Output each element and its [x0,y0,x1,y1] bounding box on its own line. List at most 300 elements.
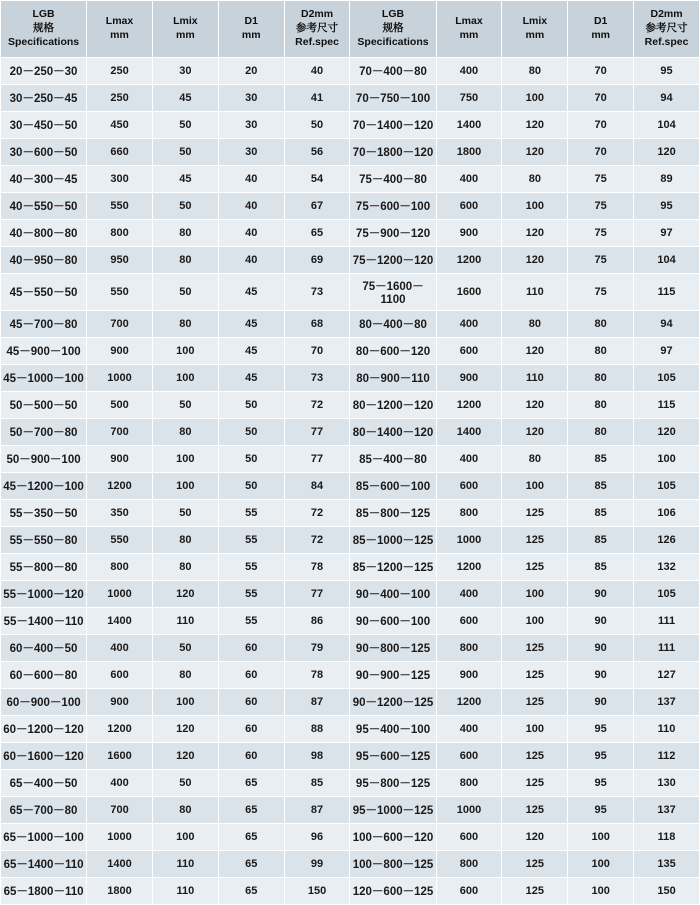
cell-value: 800 [87,554,153,581]
cell-specification: 80－600－120 [350,338,436,365]
header-line1: D1 [593,15,608,28]
cell-value: 150 [284,878,350,905]
cell-value: 800 [436,500,502,527]
table-row [1,527,700,554]
cell-value: 50 [152,500,218,527]
table-row [1,554,700,581]
header-cell-lgb-right [350,1,436,58]
cell-value: 65 [218,770,284,797]
table-row [1,419,700,446]
cell-value: 550 [87,527,153,554]
cell-value: 250 [87,58,153,85]
cell-specification: 75－400－80 [350,166,436,193]
cell-value: 70 [568,85,634,112]
cell-value: 130 [634,770,700,797]
cell-value: 1800 [436,139,502,166]
cell-value: 500 [87,392,153,419]
cell-value: 50 [152,139,218,166]
header-line1: D2mm [650,8,683,21]
cell-value: 80 [568,338,634,365]
cell-specification: 55－1000－120 [1,581,87,608]
cell-value: 55 [218,554,284,581]
header-line2: mm [525,29,545,41]
cell-value: 100 [502,473,568,500]
cell-specification: 100－800－125 [350,851,436,878]
cell-value: 600 [436,743,502,770]
header-cell-d1-right [568,1,634,58]
cell-specification: 75－1600－1100 [350,274,436,311]
cell-value: 54 [284,166,350,193]
cell-value: 77 [284,581,350,608]
cell-value: 55 [218,608,284,635]
cell-value: 30 [218,112,284,139]
header-line3: Ref.spec [644,35,689,48]
table-row [1,338,700,365]
cell-value: 126 [634,527,700,554]
cell-value: 69 [284,247,350,274]
cell-value: 100 [568,878,634,905]
cell-value: 1600 [87,743,153,770]
table-row [1,392,700,419]
cell-value: 40 [218,193,284,220]
cell-value: 67 [284,193,350,220]
cell-specification: 75－900－120 [350,220,436,247]
cell-value: 100 [634,446,700,473]
cell-specification: 30－250－45 [1,85,87,112]
cell-value: 700 [87,311,153,338]
cell-specification: 30－450－50 [1,112,87,139]
cell-value: 97 [634,220,700,247]
cell-value: 80 [152,527,218,554]
cell-specification: 75－600－100 [350,193,436,220]
cell-value: 110 [634,716,700,743]
cell-value: 125 [502,851,568,878]
cell-value: 660 [87,139,153,166]
cell-value: 600 [436,878,502,905]
cell-specification: 60－600－80 [1,662,87,689]
cell-value: 550 [87,193,153,220]
cell-specification: 85－400－80 [350,446,436,473]
cell-value: 700 [87,419,153,446]
header-line2: mm [459,29,479,41]
cell-value: 127 [634,662,700,689]
table-row [1,797,700,824]
cell-value: 137 [634,797,700,824]
header-line1: Lmix [522,15,548,28]
cell-specification: 80－900－110 [350,365,436,392]
cell-value: 120 [502,419,568,446]
cell-value: 79 [284,635,350,662]
cell-value: 104 [634,112,700,139]
cell-value: 132 [634,554,700,581]
cell-value: 600 [436,338,502,365]
cell-value: 85 [284,770,350,797]
cell-value: 900 [87,338,153,365]
header-line2: mm [110,29,129,41]
cell-specification: 20－250－30 [1,58,87,85]
table-row [1,770,700,797]
cell-value: 100 [502,85,568,112]
cell-specification: 55－1400－110 [1,608,87,635]
cell-value: 85 [568,473,634,500]
cell-value: 350 [87,500,153,527]
cell-value: 95 [568,770,634,797]
cell-specification: 120－600－125 [350,878,436,905]
cell-value: 125 [502,743,568,770]
header-cell-lmax-right [436,1,502,58]
cell-specification: 70－1800－120 [350,139,436,166]
cell-value: 95 [568,716,634,743]
cell-specification: 50－700－80 [1,419,87,446]
cell-value: 1200 [87,716,153,743]
cell-value: 1800 [87,878,153,905]
cell-value: 70 [568,139,634,166]
cell-specification: 75－1200－120 [350,247,436,274]
cell-value: 900 [87,689,153,716]
cell-specification: 55－350－50 [1,500,87,527]
cell-value: 110 [152,608,218,635]
cell-value: 1000 [87,581,153,608]
cell-value: 90 [568,581,634,608]
cell-specification: 85－1200－125 [350,554,436,581]
header-cell-lmax-left [87,1,153,58]
cell-value: 56 [284,139,350,166]
cell-value: 80 [152,554,218,581]
header-line1: Lmax [105,15,134,28]
header-line1: Lmax [455,15,483,28]
cell-value: 125 [502,527,568,554]
header-cell-d2-right [634,1,700,58]
cell-specification: 50－900－100 [1,446,87,473]
cell-value: 90 [568,608,634,635]
cell-value: 40 [218,166,284,193]
cell-value: 72 [284,527,350,554]
cell-value: 120 [634,419,700,446]
cell-value: 400 [436,311,502,338]
cell-value: 75 [568,193,634,220]
cell-value: 1200 [436,247,502,274]
cell-value: 137 [634,689,700,716]
table-row [1,220,700,247]
cell-value: 80 [152,419,218,446]
cell-specification: 100－600－120 [350,824,436,851]
cell-value: 72 [284,500,350,527]
cell-value: 550 [87,274,153,311]
cell-value: 90 [568,662,634,689]
cell-value: 100 [152,338,218,365]
header-line2: 参考尺寸 [296,22,339,35]
cell-specification: 80－1200－120 [350,392,436,419]
cell-value: 50 [284,112,350,139]
cell-value: 95 [568,743,634,770]
header-line3: Specifications [7,35,80,48]
cell-value: 98 [284,743,350,770]
table-row [1,311,700,338]
cell-value: 120 [152,743,218,770]
cell-value: 70 [568,58,634,85]
header-line2: 规格 [382,22,404,35]
cell-value: 30 [218,139,284,166]
cell-value: 78 [284,662,350,689]
cell-specification: 50－500－50 [1,392,87,419]
cell-value: 85 [568,554,634,581]
cell-value: 80 [502,58,568,85]
cell-value: 120 [502,247,568,274]
cell-value: 100 [502,193,568,220]
cell-value: 800 [436,851,502,878]
cell-value: 77 [284,419,350,446]
cell-value: 94 [634,85,700,112]
cell-value: 112 [634,743,700,770]
table-row [1,193,700,220]
cell-value: 1400 [436,112,502,139]
cell-value: 125 [502,878,568,905]
header-line1: D2mm [300,8,334,21]
header-cell-lmix-right [502,1,568,58]
cell-value: 45 [152,166,218,193]
cell-specification: 45－700－80 [1,311,87,338]
cell-value: 105 [634,365,700,392]
cell-specification: 60－400－50 [1,635,87,662]
cell-value: 118 [634,824,700,851]
cell-value: 50 [218,392,284,419]
cell-value: 80 [152,797,218,824]
table-row [1,473,700,500]
header-line2: 参考尺寸 [645,22,688,35]
cell-value: 96 [284,824,350,851]
cell-value: 50 [218,446,284,473]
cell-specification: 90－600－100 [350,608,436,635]
cell-value: 41 [284,85,350,112]
cell-value: 85 [568,500,634,527]
cell-specification: 45－1000－100 [1,365,87,392]
cell-value: 45 [218,311,284,338]
cell-value: 55 [218,581,284,608]
cell-value: 800 [436,635,502,662]
cell-value: 60 [218,662,284,689]
header-line1: LGB [32,8,55,21]
cell-value: 80 [152,247,218,274]
cell-value: 100 [568,824,634,851]
table-row [1,851,700,878]
table-row [1,689,700,716]
cell-value: 70 [568,112,634,139]
cell-value: 50 [152,392,218,419]
cell-specification: 60－1200－120 [1,716,87,743]
cell-value: 400 [87,635,153,662]
cell-value: 125 [502,635,568,662]
table-row [1,743,700,770]
cell-value: 75 [568,220,634,247]
cell-value: 400 [436,166,502,193]
table-row [1,139,700,166]
cell-value: 65 [218,851,284,878]
cell-value: 125 [502,662,568,689]
cell-specification: 65－1000－100 [1,824,87,851]
header-line3: Ref.spec [295,35,339,48]
cell-value: 1000 [436,797,502,824]
header-line2: mm [241,29,261,41]
cell-value: 400 [87,770,153,797]
cell-specification: 65－1400－110 [1,851,87,878]
cell-value: 95 [634,193,700,220]
cell-value: 20 [218,58,284,85]
cell-value: 65 [218,824,284,851]
cell-value: 135 [634,851,700,878]
cell-value: 85 [568,446,634,473]
cell-value: 115 [634,392,700,419]
cell-value: 89 [634,166,700,193]
cell-value: 50 [218,419,284,446]
table-row [1,500,700,527]
table-row [1,446,700,473]
cell-value: 30 [152,58,218,85]
cell-specification: 90－1200－125 [350,689,436,716]
cell-value: 65 [218,797,284,824]
cell-value: 40 [218,247,284,274]
cell-value: 1200 [436,392,502,419]
cell-value: 80 [568,419,634,446]
cell-value: 100 [152,689,218,716]
cell-value: 1000 [436,527,502,554]
table-row [1,581,700,608]
cell-value: 80 [152,220,218,247]
cell-value: 50 [152,635,218,662]
cell-value: 150 [634,878,700,905]
cell-value: 99 [284,851,350,878]
cell-value: 600 [436,824,502,851]
cell-value: 100 [502,716,568,743]
cell-specification: 60－1600－120 [1,743,87,770]
table-row [1,608,700,635]
table-header-row [1,1,700,58]
table-row [1,662,700,689]
cell-value: 750 [436,85,502,112]
cell-value: 88 [284,716,350,743]
cell-value: 80 [568,365,634,392]
cell-value: 100 [152,824,218,851]
cell-specification: 80－1400－120 [350,419,436,446]
cell-value: 80 [152,311,218,338]
table-row [1,247,700,274]
cell-value: 50 [218,473,284,500]
cell-value: 120 [502,220,568,247]
cell-value: 104 [634,247,700,274]
cell-specification: 45－1200－100 [1,473,87,500]
cell-value: 600 [436,193,502,220]
cell-specification: 40－300－45 [1,166,87,193]
cell-value: 115 [634,274,700,311]
cell-value: 65 [284,220,350,247]
cell-specification: 45－900－100 [1,338,87,365]
header-cell-lgb-left [1,1,87,58]
cell-value: 45 [218,338,284,365]
cell-specification: 85－600－100 [350,473,436,500]
cell-value: 450 [87,112,153,139]
cell-value: 45 [218,274,284,311]
cell-specification: 95－1000－125 [350,797,436,824]
cell-specification: 40－550－50 [1,193,87,220]
cell-value: 105 [634,473,700,500]
cell-value: 40 [284,58,350,85]
cell-value: 1400 [87,851,153,878]
cell-value: 600 [436,473,502,500]
header-line2: mm [176,29,195,41]
cell-value: 100 [502,608,568,635]
cell-value: 400 [436,58,502,85]
cell-value: 120 [152,716,218,743]
header-cell-lmix-left [152,1,218,58]
cell-value: 800 [87,220,153,247]
cell-specification: 90－800－125 [350,635,436,662]
cell-value: 95 [634,58,700,85]
cell-value: 1600 [436,274,502,311]
cell-value: 900 [87,446,153,473]
cell-value: 95 [568,797,634,824]
cell-specification: 70－1400－120 [350,112,436,139]
cell-value: 86 [284,608,350,635]
cell-value: 400 [436,716,502,743]
cell-value: 75 [568,247,634,274]
cell-specification: 40－950－80 [1,247,87,274]
cell-value: 125 [502,797,568,824]
cell-value: 110 [502,274,568,311]
cell-value: 73 [284,365,350,392]
cell-value: 50 [152,112,218,139]
cell-value: 1000 [87,824,153,851]
cell-value: 111 [634,635,700,662]
cell-value: 75 [568,166,634,193]
header-line3: Specifications [357,35,429,48]
cell-value: 600 [87,662,153,689]
cell-value: 1000 [87,365,153,392]
cell-value: 50 [152,274,218,311]
cell-value: 600 [436,608,502,635]
cell-specification: 60－900－100 [1,689,87,716]
header-line2: mm [591,29,611,41]
cell-value: 125 [502,770,568,797]
table-row [1,824,700,851]
cell-value: 800 [436,770,502,797]
cell-value: 75 [568,274,634,311]
cell-value: 78 [284,554,350,581]
cell-specification: 90－400－100 [350,581,436,608]
cell-value: 60 [218,743,284,770]
cell-value: 55 [218,527,284,554]
cell-value: 120 [152,581,218,608]
header-line2: 规格 [33,22,55,35]
table-row [1,58,700,85]
cell-value: 73 [284,274,350,311]
cell-value: 110 [152,851,218,878]
cell-value: 120 [502,139,568,166]
cell-value: 45 [152,85,218,112]
cell-value: 94 [634,311,700,338]
cell-value: 120 [502,824,568,851]
cell-value: 110 [152,878,218,905]
cell-value: 1200 [436,689,502,716]
table-row [1,716,700,743]
cell-value: 900 [436,365,502,392]
table-row [1,365,700,392]
header-line1: LGB [381,8,405,21]
cell-value: 950 [87,247,153,274]
cell-value: 45 [218,365,284,392]
cell-value: 60 [218,689,284,716]
cell-value: 55 [218,500,284,527]
cell-value: 100 [152,473,218,500]
cell-specification: 95－600－125 [350,743,436,770]
